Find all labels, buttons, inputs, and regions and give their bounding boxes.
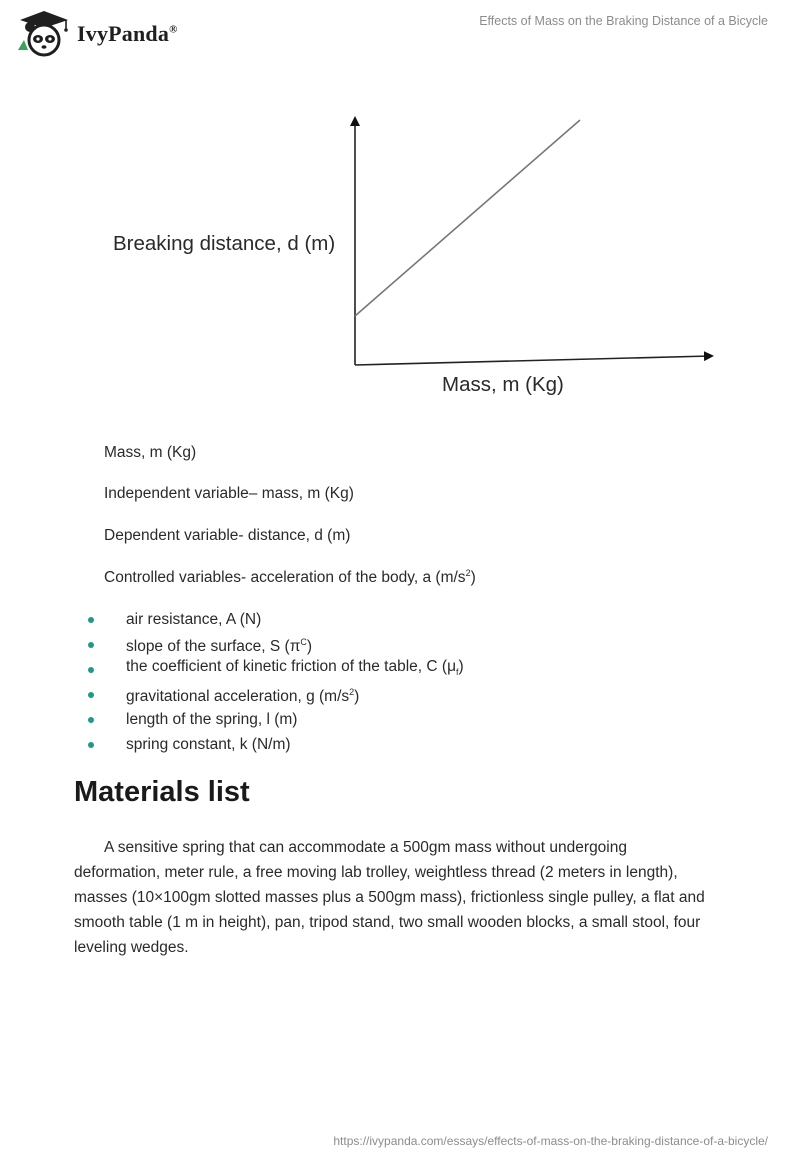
bullet-dot-icon bbox=[88, 692, 94, 698]
bullet-dot-icon bbox=[88, 642, 94, 648]
panda-logo-icon bbox=[14, 10, 74, 58]
data-line bbox=[355, 120, 580, 316]
materials-heading: Materials list bbox=[74, 776, 250, 808]
page-header-title: Effects of Mass on the Braking Distance of a Bicycle bbox=[479, 14, 768, 28]
footer-url[interactable]: https://ivypanda.com/essays/effects-of-mass-on-the-braking-distance-of-a-bicycle/ bbox=[333, 1134, 768, 1148]
bullet-dot-icon bbox=[88, 667, 94, 673]
bullet-dot-icon bbox=[88, 617, 94, 623]
y-axis-label: Breaking distance, d (m) bbox=[113, 232, 336, 255]
breaking-distance-chart bbox=[0, 100, 800, 410]
x-axis-label: Mass, m (Kg) bbox=[442, 373, 564, 396]
list-item: the coefficient of kinetic friction of the table, C $(\mu_f)$ bbox=[88, 657, 464, 682]
dependent-variable-line: Dependent variable- distance, d (m) bbox=[104, 527, 351, 544]
bullet-dot-icon bbox=[88, 717, 94, 723]
controlled-variables-line: Controlled variables- acceleration of the body, a $(m/s^2)$ bbox=[104, 568, 476, 587]
independent-variable-line: Independent variable– mass, m (Kg) bbox=[104, 485, 354, 502]
logo[interactable] bbox=[14, 9, 178, 59]
x-axis bbox=[355, 356, 710, 365]
logo-text: IvyPanda® bbox=[77, 21, 178, 46]
list-item: air resistance, A (N) bbox=[88, 607, 464, 632]
controlled-variables-list bbox=[88, 607, 464, 757]
materials-paragraph: A sensitive spring that can accommodate a 500gm mass without undergoing deformation, meter rule, a free moving lab trolley, weightless thread (2 meters in length), masses (10×100gm slotted masses plus a 500gm mass), frictionless single pulley, a flat and smooth table (1 m in height), pan, tripod stand, two small wooden blocks, a small stool, four leveling wedges. bbox=[74, 839, 705, 956]
list-item: spring constant, k (N/m) bbox=[88, 732, 464, 757]
list-item: gravitational acceleration, g $(m/s^2)$ bbox=[88, 682, 464, 707]
list-item: length of the spring, l (m) bbox=[88, 707, 464, 732]
mass-label-line: Mass, m (Kg) bbox=[104, 444, 197, 461]
list-item: slope of the surface, S $(\pi^C)$ bbox=[88, 632, 464, 657]
bullet-dot-icon bbox=[88, 742, 94, 748]
